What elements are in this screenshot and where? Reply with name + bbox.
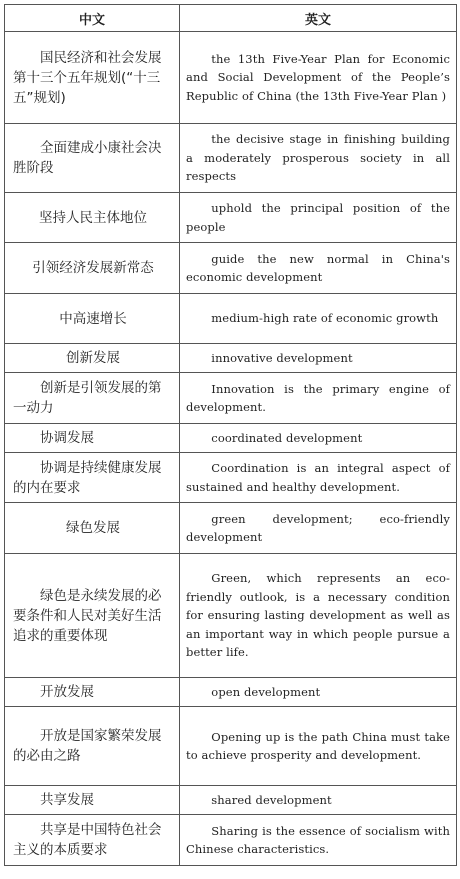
table-row bbox=[5, 453, 457, 503]
english-translation: medium-high rate of economic growth bbox=[180, 294, 457, 344]
english-translation: Innovation is the primary engine of development. bbox=[180, 373, 457, 424]
chinese-term: 开放发展 bbox=[5, 678, 180, 707]
table-row bbox=[5, 554, 457, 678]
table-row bbox=[5, 373, 457, 424]
chinese-term: 全面建成小康社会决胜阶段 bbox=[5, 124, 180, 193]
header-chinese: 中文 bbox=[5, 5, 180, 32]
english-translation: Coordination is an integral aspect of sustained and healthy development. bbox=[180, 453, 457, 503]
english-translation: the decisive stage in finishing building a moderately prosperous society in all respects bbox=[180, 124, 457, 193]
table-row bbox=[5, 424, 457, 453]
english-translation: coordinated development bbox=[180, 424, 457, 453]
table-body bbox=[5, 32, 457, 866]
english-translation: open development bbox=[180, 678, 457, 707]
chinese-term: 创新是引领发展的第一动力 bbox=[5, 373, 180, 424]
glossary-table-container bbox=[4, 4, 456, 866]
chinese-term: 创新发展 bbox=[5, 344, 180, 373]
table-row bbox=[5, 707, 457, 786]
chinese-term: 协调发展 bbox=[5, 424, 180, 453]
english-translation: uphold the principal position of the people bbox=[180, 193, 457, 243]
table-row bbox=[5, 815, 457, 866]
chinese-term: 坚持人民主体地位 bbox=[5, 193, 180, 243]
english-translation: guide the new normal in China's economic development bbox=[180, 243, 457, 294]
english-translation: Sharing is the essence of socialism with Chinese characteristics. bbox=[180, 815, 457, 866]
english-translation: the 13th Five-Year Plan for Economic and Social Development of the People’s Republic of China (the 13th Five-Year Plan ) bbox=[180, 32, 457, 124]
chinese-term: 国民经济和社会发展第十三个五年规划(“十三五”规划) bbox=[5, 32, 180, 124]
table-row bbox=[5, 124, 457, 193]
table-row bbox=[5, 294, 457, 344]
english-translation: shared development bbox=[180, 786, 457, 815]
chinese-term: 绿色发展 bbox=[5, 503, 180, 554]
table-row bbox=[5, 678, 457, 707]
chinese-term: 绿色是永续发展的必要条件和人民对美好生活追求的重要体现 bbox=[5, 554, 180, 678]
table-row bbox=[5, 32, 457, 124]
chinese-term: 协调是持续健康发展的内在要求 bbox=[5, 453, 180, 503]
chinese-term: 共享发展 bbox=[5, 786, 180, 815]
english-translation: Green, which represents an eco-friendly outlook, is a necessary condition for ensuring lasting development as well as an important way in which people pursue a better life. bbox=[180, 554, 457, 678]
glossary-table bbox=[4, 4, 457, 866]
header-english: 英文 bbox=[180, 5, 457, 32]
table-row bbox=[5, 786, 457, 815]
chinese-term: 开放是国家繁荣发展的必由之路 bbox=[5, 707, 180, 786]
table-row bbox=[5, 193, 457, 243]
chinese-term: 共享是中国特色社会主义的本质要求 bbox=[5, 815, 180, 866]
header-row bbox=[5, 5, 457, 32]
table-row bbox=[5, 243, 457, 294]
table-row bbox=[5, 503, 457, 554]
table-row bbox=[5, 344, 457, 373]
chinese-term: 引领经济发展新常态 bbox=[5, 243, 180, 294]
english-translation: green development; eco-friendly development bbox=[180, 503, 457, 554]
english-translation: innovative development bbox=[180, 344, 457, 373]
english-translation: Opening up is the path China must take to achieve prosperity and development. bbox=[180, 707, 457, 786]
chinese-term: 中高速增长 bbox=[5, 294, 180, 344]
